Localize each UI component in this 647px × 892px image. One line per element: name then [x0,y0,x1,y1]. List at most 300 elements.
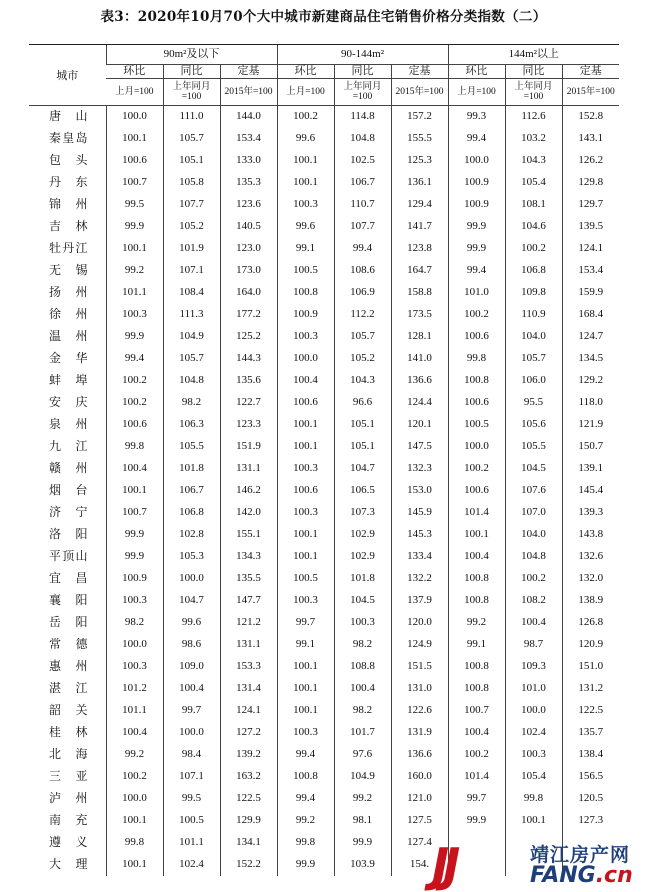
index-value: 132.2 [391,568,448,590]
index-value: 100.3 [334,612,391,634]
index-value: 101.8 [334,568,391,590]
index-value: 110.9 [505,304,562,326]
index-value: 99.3 [448,106,505,128]
index-value: 131.0 [391,678,448,700]
index-value: 99.4 [448,128,505,150]
index-value: 104.3 [505,150,562,172]
index-value: 109.3 [505,656,562,678]
index-value: 127.2 [220,722,277,744]
city-name: 遵义 [49,835,88,849]
index-value: 158.8 [391,282,448,304]
city-name: 大理 [49,857,88,871]
city-name: 泉州 [49,417,88,431]
index-value: 110.7 [334,194,391,216]
index-value: 135.6 [220,370,277,392]
index-value: 104.8 [334,128,391,150]
city-header: 城市 [29,45,106,106]
index-value: 98.7 [505,634,562,656]
index-value: 100.8 [277,282,334,304]
index-value: 100.9 [448,194,505,216]
index-value: 99.9 [106,326,163,348]
index-value: 124.9 [391,634,448,656]
index-value: 135.7 [562,722,619,744]
index-value: 100.3 [277,590,334,612]
index-value: 134.3 [220,546,277,568]
table-row [29,612,619,634]
index-value: 99.9 [106,546,163,568]
index-value: 127.4 [391,832,448,854]
index-value: 100.0 [106,106,163,128]
index-value: 100.6 [106,150,163,172]
index-value: 128.1 [391,326,448,348]
index-value: 143.1 [562,128,619,150]
index-value: 100.1 [448,524,505,546]
base-header: 上月=100 [277,79,334,106]
index-value: 109.8 [505,282,562,304]
index-value: 100.0 [448,150,505,172]
index-value: 100.4 [505,612,562,634]
index-value: 98.2 [163,392,220,414]
index-value: 107.3 [334,502,391,524]
index-value: 104.7 [163,590,220,612]
index-value: 134.1 [220,832,277,854]
index-value: 105.3 [163,546,220,568]
index-value: 99.8 [277,832,334,854]
table-row [29,722,619,744]
city-name: 安庆 [49,395,88,409]
city-name: 三亚 [49,769,88,783]
index-value: 147.5 [391,436,448,458]
index-value: 141.7 [391,216,448,238]
index-value: 129.8 [562,172,619,194]
index-value: 99.1 [277,634,334,656]
index-value: 100.1 [277,546,334,568]
table-row [29,348,619,370]
sub-header: 定基 [391,65,448,79]
index-value: 136.6 [391,744,448,766]
index-value: 100.0 [448,436,505,458]
index-value: 129.2 [562,370,619,392]
index-value: 120.1 [391,414,448,436]
index-value: 99.9 [448,810,505,832]
index-value: 121.9 [562,414,619,436]
sub-header: 同比 [334,65,391,79]
index-value: 168.4 [562,304,619,326]
logo-jj-mark: JJ [432,838,455,892]
index-value: 147.7 [220,590,277,612]
index-value: 108.4 [163,282,220,304]
index-value: 146.2 [220,480,277,502]
table-row [29,502,619,524]
index-value: 106.8 [163,502,220,524]
index-value: 105.7 [505,348,562,370]
index-value: 100.2 [505,238,562,260]
table-row [29,590,619,612]
index-value: 99.9 [106,524,163,546]
index-value: 99.2 [106,744,163,766]
index-value: 100.2 [106,370,163,392]
index-value: 103.9 [334,854,391,876]
base-header: 上月=100 [448,79,505,106]
index-value: 99.5 [106,194,163,216]
index-value: 100.1 [277,436,334,458]
index-value: 139.1 [562,458,619,480]
index-value: 104.9 [163,326,220,348]
base-header: 上月=100 [106,79,163,106]
index-value: 142.0 [220,502,277,524]
city-name: 平顶山 [49,549,88,563]
index-value: 99.8 [448,348,505,370]
city-name: 桂林 [49,725,88,739]
index-value: 107.7 [163,194,220,216]
index-value: 155.5 [391,128,448,150]
index-value: 99.4 [277,744,334,766]
index-value: 106.3 [163,414,220,436]
index-value: 123.8 [391,238,448,260]
index-value: 99.9 [106,216,163,238]
index-value: 107.1 [163,260,220,282]
index-value: 105.1 [334,436,391,458]
index-value: 150.7 [562,436,619,458]
index-value: 99.9 [448,216,505,238]
city-name: 襄阳 [49,593,88,607]
index-value: 101.7 [334,722,391,744]
sub-header: 同比 [163,65,220,79]
city-name: 烟台 [49,483,88,497]
index-value: 107.7 [334,216,391,238]
index-value: 112.6 [505,106,562,128]
index-value: 98.1 [334,810,391,832]
index-value: 99.4 [277,788,334,810]
index-value: 135.3 [220,172,277,194]
index-value: 140.5 [220,216,277,238]
index-value: 100.2 [448,744,505,766]
index-value: 100.2 [448,458,505,480]
index-value: 106.9 [334,282,391,304]
city-name: 赣州 [49,461,88,475]
index-value: 138.4 [562,744,619,766]
index-value: 100.3 [277,502,334,524]
index-value: 99.7 [163,700,220,722]
index-value: 99.9 [334,832,391,854]
index-value: 151.0 [562,656,619,678]
index-value: 124.7 [562,326,619,348]
table-row [29,392,619,414]
city-name: 秦皇岛 [49,131,88,145]
index-value: 123.6 [220,194,277,216]
index-value: 100.2 [106,392,163,414]
city-name: 金华 [49,351,88,365]
index-value: 98.4 [163,744,220,766]
index-value: 101.8 [163,458,220,480]
index-value: 152.8 [562,106,619,128]
index-value: 100.1 [277,678,334,700]
index-value: 136.6 [391,370,448,392]
index-value: 99.2 [334,788,391,810]
index-value: 101.2 [106,678,163,700]
index-value: 153.4 [220,128,277,150]
table-row [29,524,619,546]
city-name: 泸州 [49,791,88,805]
index-value: 101.4 [448,502,505,524]
index-value: 105.6 [505,414,562,436]
price-index-table [29,44,619,876]
index-value: 173.5 [391,304,448,326]
index-value: 99.2 [106,260,163,282]
index-value: 100.1 [277,414,334,436]
index-value: 104.8 [163,370,220,392]
index-value: 105.7 [163,348,220,370]
index-value: 100.4 [106,722,163,744]
index-value: 154. [391,854,448,876]
index-value: 108.2 [505,590,562,612]
city-name: 惠州 [49,659,88,673]
table-row [29,788,619,810]
group-header-small: 90m²及以下 [106,45,277,65]
index-value: 107.6 [505,480,562,502]
index-value: 99.9 [448,238,505,260]
index-value: 164.0 [220,282,277,304]
table-row [29,458,619,480]
city-name: 丹东 [49,175,88,189]
index-value: 100.8 [448,678,505,700]
index-value: 100.3 [277,326,334,348]
city-name: 济宁 [49,505,88,519]
index-value: 124.1 [220,700,277,722]
table-row [29,326,619,348]
index-value: 127.3 [562,810,619,832]
index-value: 100.1 [277,172,334,194]
index-value: 122.5 [220,788,277,810]
index-value: 100.1 [505,810,562,832]
index-value: 100.0 [163,568,220,590]
table-row [29,172,619,194]
index-value: 132.6 [562,546,619,568]
city-name: 岳阳 [49,615,88,629]
city-name: 吉林 [49,219,88,233]
index-value: 126.2 [562,150,619,172]
index-value: 141.0 [391,348,448,370]
index-value: 112.2 [334,304,391,326]
index-value: 138.9 [562,590,619,612]
table-row [29,480,619,502]
index-value: 137.9 [391,590,448,612]
index-value: 101.1 [106,700,163,722]
index-value: 120.0 [391,612,448,634]
index-value: 99.4 [334,238,391,260]
index-value: 155.1 [220,524,277,546]
index-value: 122.5 [562,700,619,722]
index-value: 99.2 [448,612,505,634]
index-value: 100.1 [277,524,334,546]
index-value: 100.2 [448,304,505,326]
index-value: 100.5 [448,414,505,436]
city-name: 九江 [49,439,88,453]
index-value: 99.7 [448,788,505,810]
table-row [29,282,619,304]
index-value: 99.6 [277,128,334,150]
index-value: 122.7 [220,392,277,414]
index-value: 100.0 [163,722,220,744]
index-value: 100.7 [448,700,505,722]
city-name: 宜昌 [49,571,88,585]
index-value: 101.9 [163,238,220,260]
index-value: 129.4 [391,194,448,216]
sub-header: 定基 [220,65,277,79]
base-header: 上年同月=100 [334,79,391,106]
city-name: 包头 [49,153,88,167]
index-value: 121.2 [220,612,277,634]
city-name: 蚌埠 [49,373,88,387]
index-value: 100.3 [106,304,163,326]
index-value: 132.3 [391,458,448,480]
index-value: 108.6 [334,260,391,282]
index-value: 100.6 [106,414,163,436]
logo-url-tld: .cn [595,863,633,888]
index-value: 104.6 [505,216,562,238]
index-value: 120.5 [562,788,619,810]
city-name: 温州 [49,329,88,343]
index-value: 105.4 [505,172,562,194]
index-value: 100.6 [277,480,334,502]
index-value: 99.9 [277,854,334,876]
table-row [29,216,619,238]
index-value: 100.6 [277,392,334,414]
index-value: 105.2 [163,216,220,238]
table-row [29,370,619,392]
index-value: 163.2 [220,766,277,788]
index-value: 100.2 [106,766,163,788]
index-value: 104.7 [334,458,391,480]
index-value: 100.1 [106,854,163,876]
city-name: 湛江 [49,681,88,695]
index-value: 100.8 [448,370,505,392]
index-value: 105.2 [334,348,391,370]
index-value: 121.0 [391,788,448,810]
index-value: 111.0 [163,106,220,128]
index-value: 139.2 [220,744,277,766]
index-value: 99.6 [163,612,220,634]
index-value: 100.0 [505,700,562,722]
index-value: 106.8 [505,260,562,282]
index-value: 100.4 [448,722,505,744]
index-value: 143.8 [562,524,619,546]
index-value: 100.7 [106,502,163,524]
city-name: 徐州 [49,307,88,321]
index-value: 132.0 [562,568,619,590]
index-value: 100.8 [277,766,334,788]
index-value: 144.0 [220,106,277,128]
index-value: 104.0 [505,326,562,348]
index-value: 105.1 [163,150,220,172]
index-value: 100.7 [106,172,163,194]
index-value: 125.3 [391,150,448,172]
index-value: 111.3 [163,304,220,326]
index-value: 107.1 [163,766,220,788]
index-value: 139.5 [562,216,619,238]
city-name: 无锡 [49,263,88,277]
city-name: 牡丹江 [49,241,88,255]
index-value: 153.0 [391,480,448,502]
index-value: 99.8 [505,788,562,810]
index-value: 126.8 [562,612,619,634]
index-value: 100.8 [448,656,505,678]
index-value: 106.7 [163,480,220,502]
index-value: 100.0 [106,634,163,656]
index-value: 153.3 [220,656,277,678]
table-row [29,304,619,326]
sub-header: 环比 [448,65,505,79]
index-value: 104.8 [505,546,562,568]
index-value: 107.0 [505,502,562,524]
index-value: 164.7 [391,260,448,282]
index-value: 105.5 [163,436,220,458]
table-row [29,414,619,436]
index-value: 123.0 [220,238,277,260]
table-row [29,678,619,700]
city-name: 扬州 [49,285,88,299]
table-row [29,744,619,766]
index-value: 99.8 [106,436,163,458]
index-value: 100.6 [448,326,505,348]
watermark-logo [432,840,647,891]
table-row [29,106,619,128]
index-value: 156.5 [562,766,619,788]
index-value: 106.7 [334,172,391,194]
index-value: 131.1 [220,458,277,480]
index-value: 118.0 [562,392,619,414]
index-value: 131.2 [562,678,619,700]
index-value: 98.6 [163,634,220,656]
index-value: 100.2 [277,106,334,128]
index-value: 105.7 [334,326,391,348]
city-name: 唐山 [29,106,106,128]
index-value: 100.4 [106,458,163,480]
index-value: 120.9 [562,634,619,656]
index-value: 100.1 [106,238,163,260]
index-value: 98.2 [334,634,391,656]
index-value: 99.4 [106,348,163,370]
table-row [29,128,619,150]
index-value: 105.7 [163,128,220,150]
index-value: 100.4 [448,546,505,568]
index-value: 99.8 [106,832,163,854]
index-value: 100.4 [334,678,391,700]
index-value: 99.6 [277,216,334,238]
index-value: 100.5 [163,810,220,832]
index-value: 101.1 [163,832,220,854]
index-value: 122.6 [391,700,448,722]
index-value: 133.0 [220,150,277,172]
index-value: 100.0 [277,348,334,370]
index-value: 106.5 [334,480,391,502]
index-value: 100.6 [448,480,505,502]
index-value: 152.2 [220,854,277,876]
index-value: 102.4 [163,854,220,876]
index-value: 102.4 [505,722,562,744]
index-value: 145.3 [391,524,448,546]
city-name: 锦州 [49,197,88,211]
index-value: 99.1 [448,634,505,656]
index-value: 102.5 [334,150,391,172]
index-value: 131.9 [391,722,448,744]
index-value: 98.2 [106,612,163,634]
group-header-large: 144m²以上 [448,45,619,65]
index-value: 125.2 [220,326,277,348]
index-value: 105.4 [505,766,562,788]
index-value: 104.9 [334,766,391,788]
index-value: 96.6 [334,392,391,414]
